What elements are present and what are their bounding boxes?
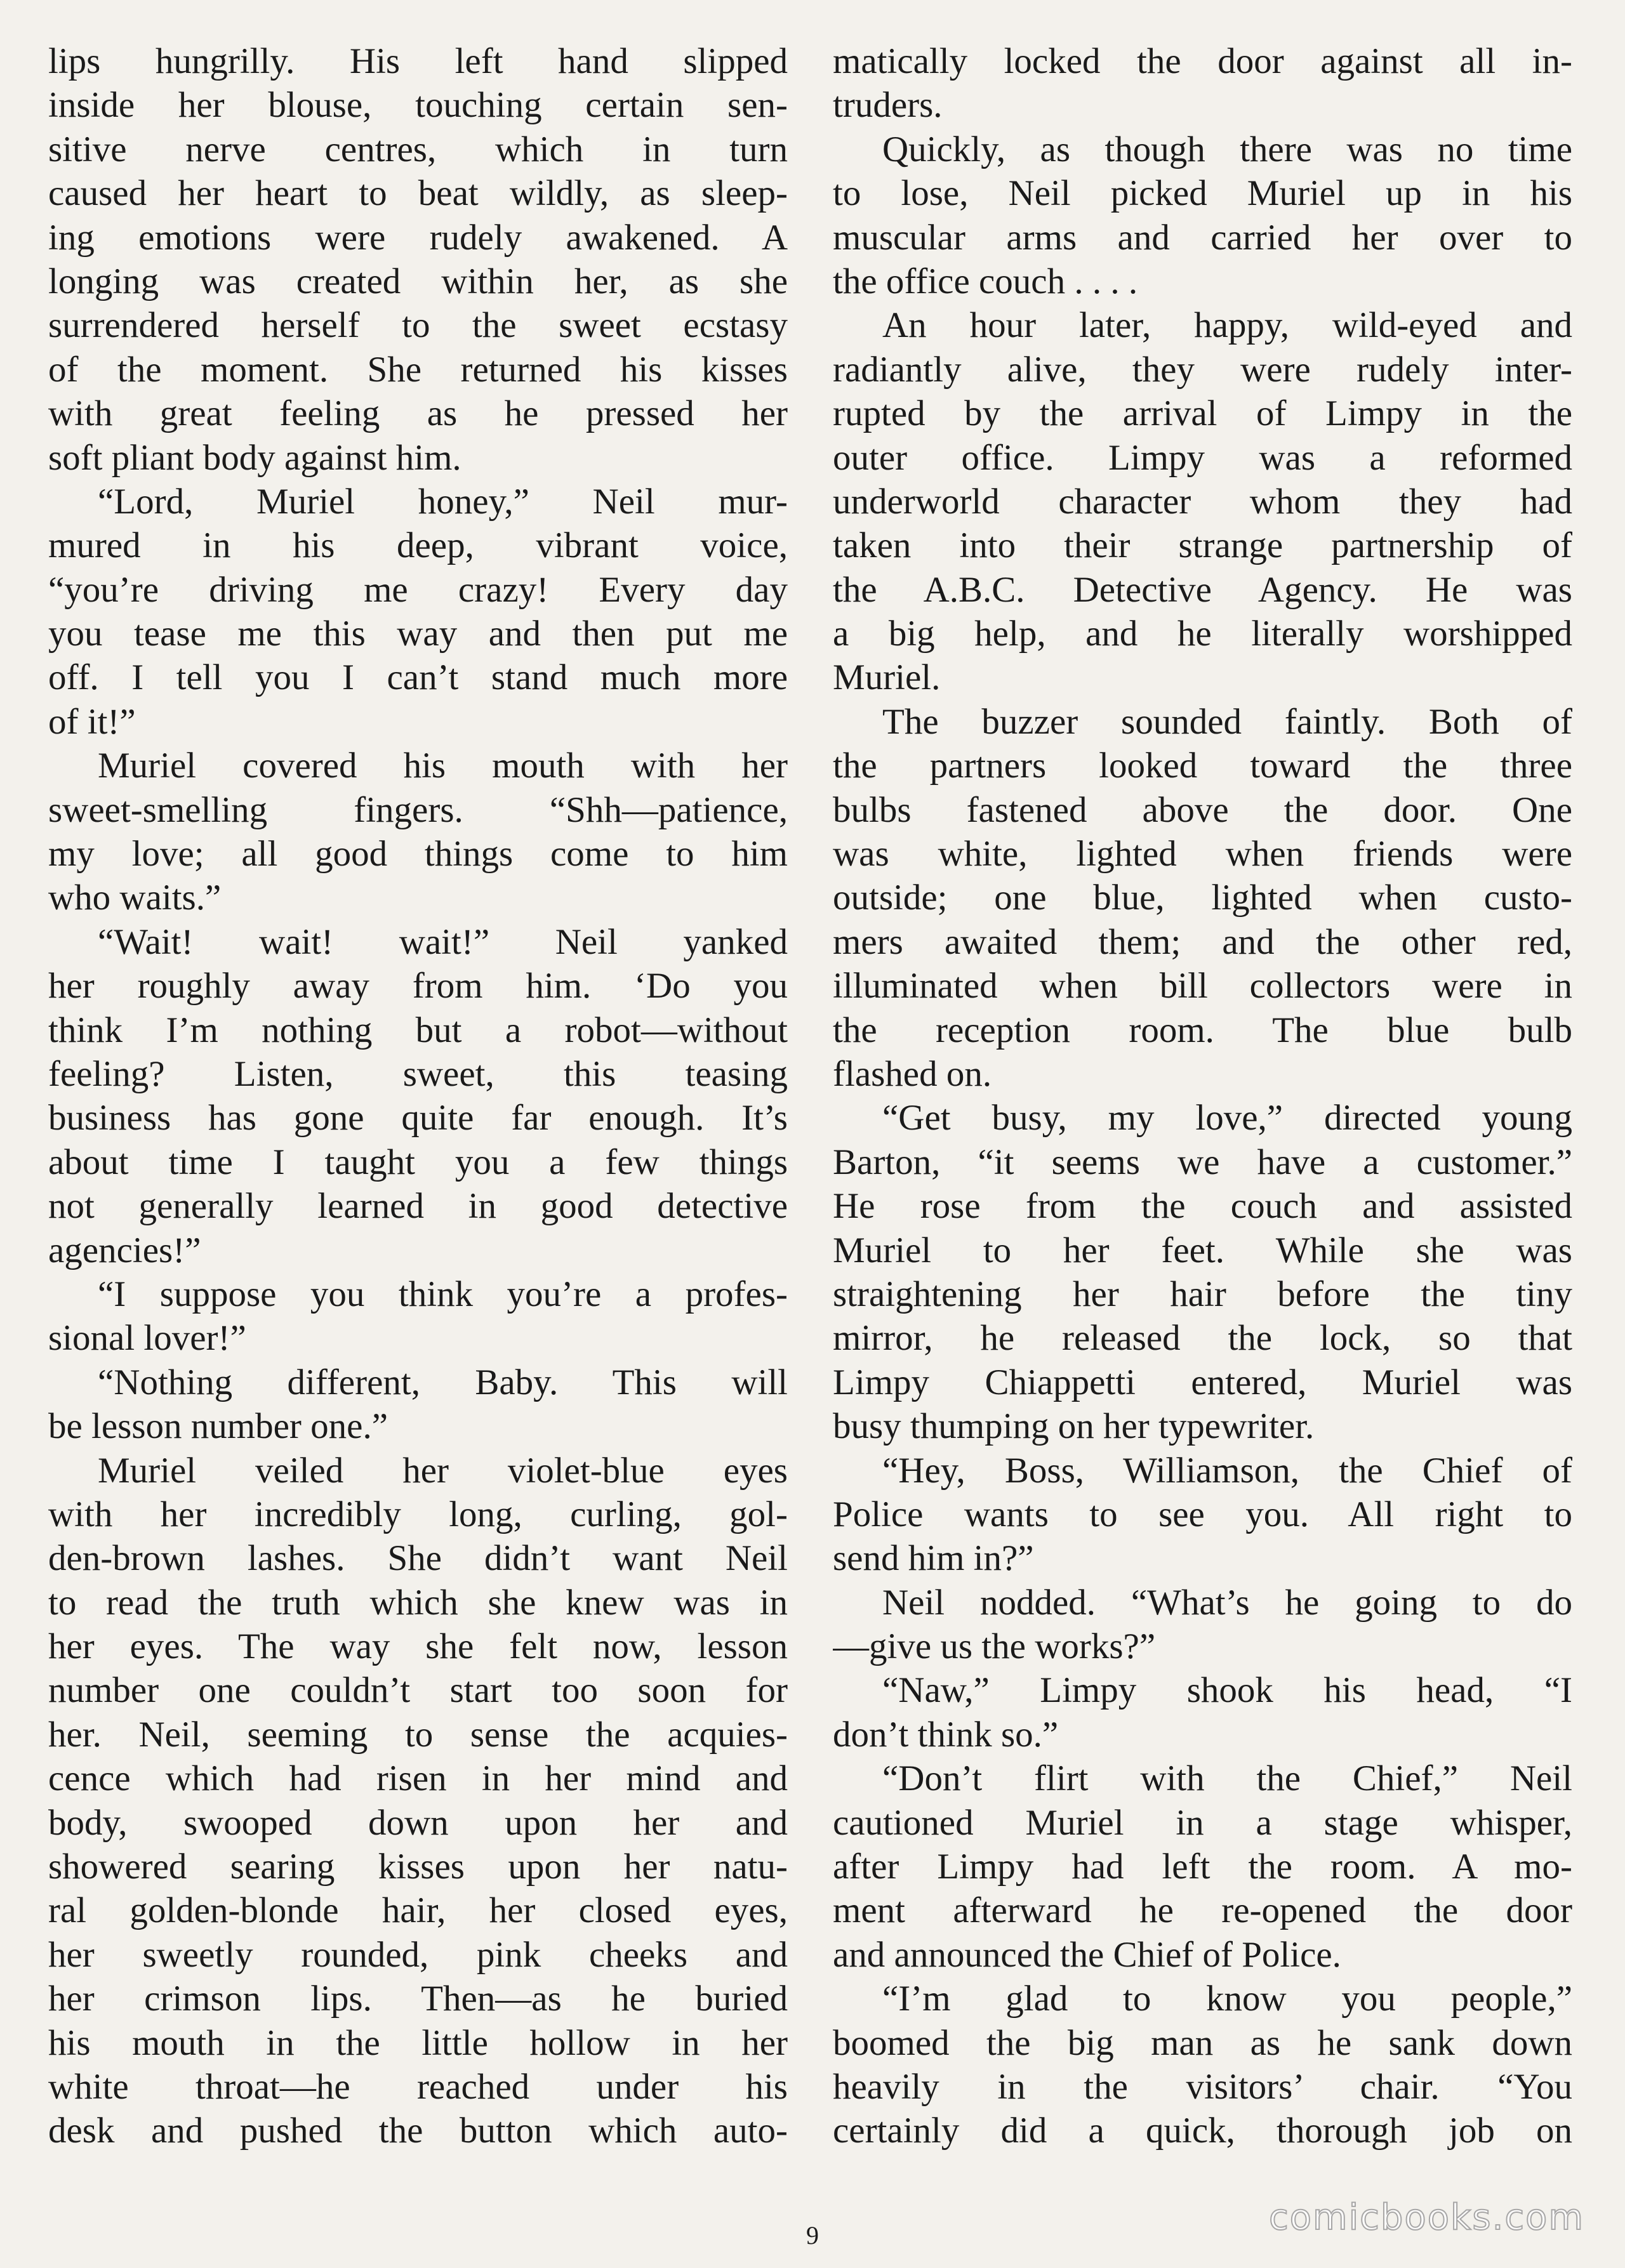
text-line: her roughly away from him. ‘Do you (48, 966, 788, 1006)
text-line: and announced the Chief of Police. (833, 1934, 1341, 1975)
text-line: ral golden-blonde hair, her closed eyes, (48, 1890, 788, 1931)
text-line: outside; one blue, lighted when custo- (833, 878, 1572, 918)
text-line: Muriel veiled her violet-blue eyes (98, 1450, 788, 1491)
text-line: flashed on. (833, 1053, 992, 1094)
text-line: bulbs fastened above the door. One (833, 789, 1572, 830)
text-line: rupted by the arrival of Limpy in the (833, 393, 1572, 434)
text-line: sitive nerve centres, which in turn (48, 129, 788, 169)
text-line: sional lover!” (48, 1318, 246, 1359)
text-line: her. Neil, seeming to sense the acquies- (48, 1714, 788, 1755)
text-line: caused her heart to beat wildly, as sleep- (48, 173, 788, 214)
text-line: the partners looked toward the three (833, 746, 1572, 786)
left-text-column (48, 39, 788, 2153)
text-line: mirror, he released the lock, so that (833, 1318, 1572, 1359)
text-line: surrendered herself to the sweet ecstasy (48, 305, 788, 346)
watermark-logo: comicbooks.com (1268, 2197, 1584, 2238)
text-line: boomed the big man as he sank down (833, 2022, 1572, 2063)
text-line: of the moment. She returned his kisses (48, 349, 788, 390)
text-line: to read the truth which she knew was in (48, 1582, 788, 1623)
text-line: heavily in the visitors’ chair. “You (833, 2066, 1572, 2107)
text-line: underworld character whom they had (833, 481, 1572, 522)
text-line: lips hungrilly. His left hand slipped (48, 41, 788, 81)
text-line: truders. (833, 85, 943, 126)
text-line: the A.B.C. Detective Agency. He was (833, 569, 1572, 610)
text-line: “Naw,” Limpy shook his head, “I (882, 1670, 1572, 1711)
text-line: her sweetly rounded, pink cheeks and (48, 1934, 788, 1975)
right-text-column (833, 39, 1572, 2153)
text-line: off. I tell you I can’t stand much more (48, 657, 788, 698)
text-line: “I’m glad to know you people,” (882, 1979, 1572, 2019)
text-line: Muriel. (833, 657, 941, 698)
text-line: soft pliant body against him. (48, 437, 461, 478)
text-line: den-brown lashes. She didn’t want Neil (48, 1538, 788, 1579)
text-line: sweet-smelling fingers. “Shh—patience, (48, 789, 788, 830)
text-line: “Nothing different, Baby. This will (98, 1362, 788, 1402)
page-number: 9 (806, 2221, 819, 2250)
text-line: the reception room. The blue bulb (833, 1010, 1572, 1050)
text-line: taken into their strange partnership of (833, 525, 1572, 566)
text-line: “Wait! wait! wait!” Neil yanked (98, 921, 788, 962)
text-line: illuminated when bill collectors were in (833, 966, 1572, 1006)
text-line: “you’re driving me crazy! Every day (48, 569, 788, 610)
text-line: not generally learned in good detective (48, 1186, 788, 1227)
text-line: muscular arms and carried her over to (833, 217, 1572, 258)
text-line: his mouth in the little hollow in her (48, 2022, 788, 2063)
text-line: about time I taught you a few things (48, 1142, 788, 1182)
text-line: Limpy Chiappetti entered, Muriel was (833, 1362, 1572, 1402)
text-line: the office couch . . . . (833, 261, 1138, 301)
text-line: her crimson lips. Then—as he buried (48, 1979, 788, 2019)
text-line: agencies!” (48, 1230, 201, 1270)
text-line: to lose, Neil picked Muriel up in his (833, 173, 1572, 214)
text-line: mers awaited them; and the other red, (833, 921, 1572, 962)
text-line: who waits.” (48, 878, 222, 918)
text-line: “Lord, Muriel honey,” Neil mur- (98, 481, 788, 522)
text-line: Neil nodded. “What’s he going to do (882, 1582, 1572, 1623)
text-line: outer office. Limpy was a reformed (833, 437, 1572, 478)
text-line: busy thumping on her typewriter. (833, 1406, 1315, 1447)
text-line: number one couldn’t start too soon for (48, 1670, 788, 1711)
text-line: Muriel covered his mouth with her (98, 746, 788, 786)
text-line: “Don’t flirt with the Chief,” Neil (882, 1758, 1572, 1799)
text-line: a big help, and he literally worshipped (833, 614, 1572, 654)
text-line: ment afterward he re-opened the door (833, 1890, 1572, 1931)
text-line: desk and pushed the button which auto- (48, 2111, 788, 2151)
text-line: straightening her hair before the tiny (833, 1274, 1572, 1314)
text-line: don’t think so.” (833, 1714, 1059, 1755)
text-line: business has gone quite far enough. It’s (48, 1098, 788, 1138)
text-line: white throat—he reached under his (48, 2066, 788, 2107)
text-line: certainly did a quick, thorough job on (833, 2111, 1572, 2151)
text-line: Barton, “it seems we have a customer.” (833, 1142, 1572, 1182)
text-line: radiantly alive, they were rudely inter- (833, 349, 1572, 390)
text-line: Muriel to her feet. While she was (833, 1230, 1572, 1270)
text-line: was white, lighted when friends were (833, 834, 1572, 874)
text-line: of it!” (48, 701, 136, 742)
text-line: after Limpy had left the room. A mo- (833, 1847, 1572, 1887)
text-line: mured in his deep, vibrant voice, (48, 525, 788, 566)
text-line: with her incredibly long, curling, gol- (48, 1494, 788, 1534)
text-line: feeling? Listen, sweet, this teasing (48, 1053, 788, 1094)
text-line: —give us the works?” (833, 1626, 1156, 1667)
text-line: longing was created within her, as she (48, 261, 788, 301)
text-line: Quickly, as though there was no time (882, 129, 1572, 169)
text-line: cence which had risen in her mind and (48, 1758, 788, 1799)
text-line: An hour later, happy, wild-eyed and (882, 305, 1572, 346)
text-line: my love; all good things come to him (48, 834, 788, 874)
text-line: you tease me this way and then put me (48, 614, 788, 654)
text-line: “Get busy, my love,” directed young (882, 1098, 1572, 1138)
text-line: body, swooped down upon her and (48, 1802, 788, 1843)
text-line: showered searing kisses upon her natu- (48, 1847, 788, 1887)
text-line: The buzzer sounded faintly. Both of (882, 701, 1572, 742)
text-line: be lesson number one.” (48, 1406, 388, 1447)
text-line: ing emotions were rudely awakened. A (48, 217, 788, 258)
text-line: inside her blouse, touching certain sen- (48, 85, 788, 126)
text-line: Police wants to see you. All right to (833, 1494, 1572, 1534)
text-line: with great feeling as he pressed her (48, 393, 788, 434)
text-line: “I suppose you think you’re a profes- (98, 1274, 788, 1314)
text-line: matically locked the door against all in- (833, 41, 1572, 81)
text-line: think I’m nothing but a robot—without (48, 1010, 788, 1050)
text-line: He rose from the couch and assisted (833, 1186, 1572, 1227)
text-line: cautioned Muriel in a stage whisper, (833, 1802, 1572, 1843)
text-line: her eyes. The way she felt now, lesson (48, 1626, 788, 1667)
text-line: send him in?” (833, 1538, 1034, 1579)
text-line: “Hey, Boss, Williamson, the Chief of (882, 1450, 1572, 1491)
